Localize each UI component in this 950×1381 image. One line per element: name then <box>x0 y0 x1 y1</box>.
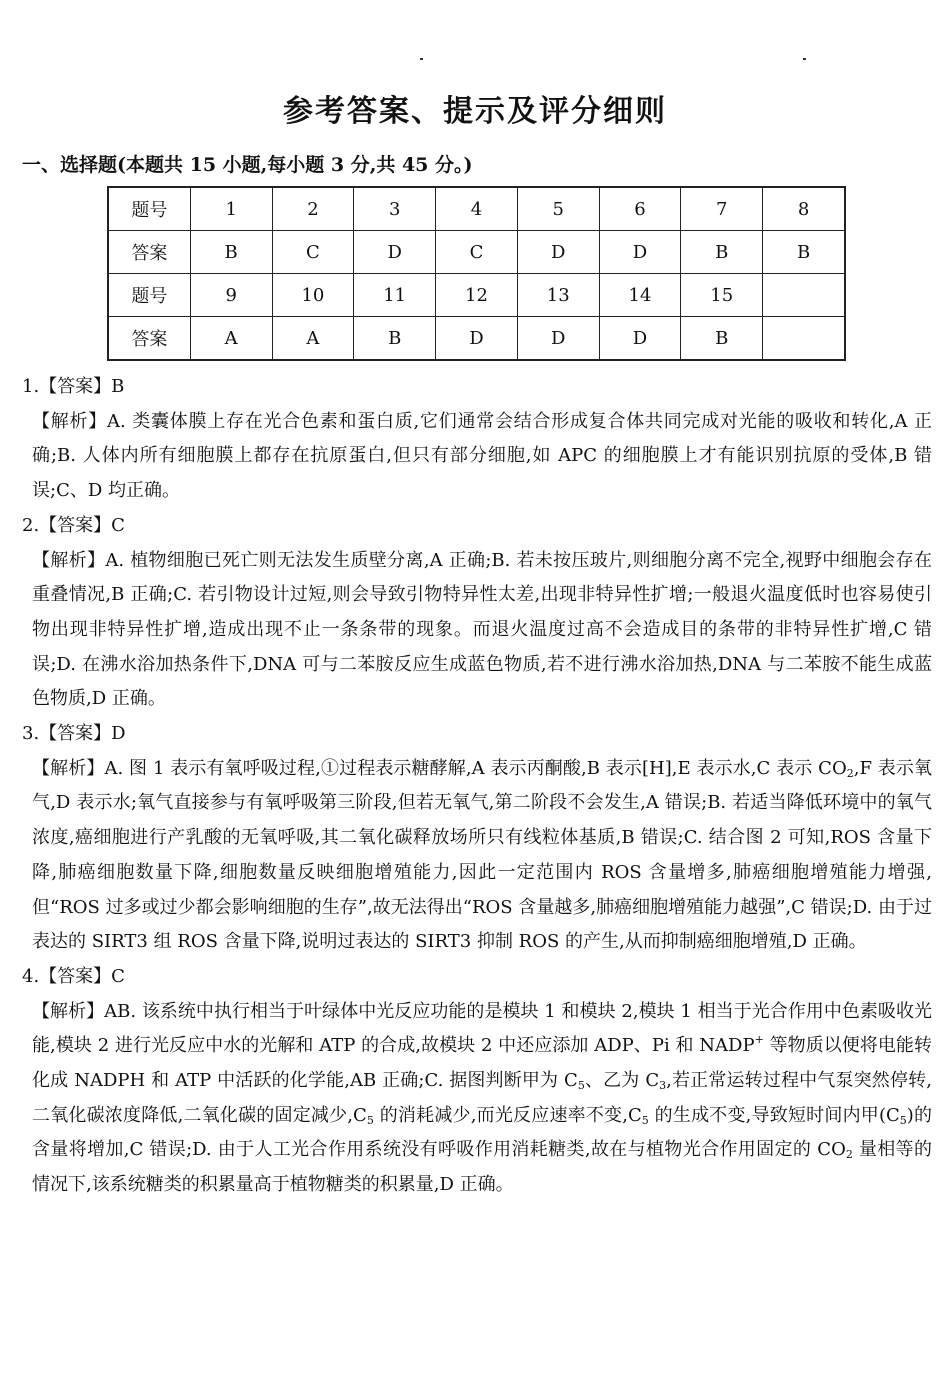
table-row <box>108 187 845 231</box>
answer-explanations <box>22 370 932 1203</box>
table-cell: D <box>599 231 681 274</box>
table-cell: B <box>190 231 272 274</box>
table-row <box>108 231 845 274</box>
explanation-text: 、乙为 C <box>584 1070 660 1092</box>
table-cell: B <box>354 317 436 361</box>
explanation-text: )的含量将增加,C 错误;D. 由于人工光合作用系统没有呼吸作用消耗糖类,故在与植物光合作用固定的 CO <box>32 1104 933 1161</box>
table-cell: B <box>681 231 763 274</box>
answer-line: 2.【答案】C <box>22 514 125 536</box>
table-cell <box>763 274 845 317</box>
table-cell: 9 <box>190 274 272 317</box>
table-cell: 2 <box>272 187 354 231</box>
table-cell: B <box>681 317 763 361</box>
table-cell: 答案 <box>108 317 190 361</box>
table-cell: C <box>436 231 518 274</box>
explanation-text: 等物质以便将电能转化成 NADPH 和 ATP 中活跃的化学能,AB 正确;C. 据图判断甲为 C <box>32 1035 932 1092</box>
subscript: 2 <box>845 1148 853 1162</box>
subscript: 5 <box>641 1113 649 1127</box>
table-cell: 7 <box>681 187 763 231</box>
answer-line: 1.【答案】B <box>22 376 125 397</box>
table-cell: D <box>517 317 599 361</box>
table-cell: 5 <box>517 187 599 231</box>
subscript: 5 <box>577 1079 585 1093</box>
table-cell: 1 <box>190 187 272 231</box>
explanation: 【解析】A. 类囊体膜上存在光合色素和蛋白质,它们通常会结合形成复合体共同完成对光能的吸收和转化,A 正确;B. 人体内所有细胞膜上都存在抗原蛋白,但只有部分细胞,如 APC 的细胞膜上才有能识别抗原的受体,B 错误;C、D 均正确。 <box>32 410 932 502</box>
table-cell: 题号 <box>108 187 190 231</box>
table-cell <box>763 317 845 361</box>
table-cell: D <box>599 317 681 361</box>
table-cell: 3 <box>354 187 436 231</box>
scan-speck <box>803 58 806 60</box>
table-cell: B <box>763 231 845 274</box>
table-cell: 题号 <box>108 274 190 317</box>
answer-line: 4.【答案】C <box>22 965 125 987</box>
table-cell: 14 <box>599 274 681 317</box>
question-3 <box>22 717 932 960</box>
answer-table <box>107 186 846 361</box>
explanation-text: 的生成不变,导致短时间内甲(C <box>648 1104 900 1126</box>
table-cell: A <box>190 317 272 361</box>
subscript: 3 <box>659 1079 667 1093</box>
table-cell: 4 <box>436 187 518 231</box>
explanation-text: 【解析】AB. 该系统中执行相当于叶绿体中光反应功能的是模块 1 和模块 2,模块 1 相当于光合作用中色素吸收光能,模块 2 进行光反应中水的光解和 ATP 的合成,故模块 2 中还应添加 ADP、Pi 和 NADP <box>32 1000 932 1057</box>
section-heading: 一、选择题(本题共 15 小题,每小题 3 分,共 45 分。) <box>22 154 473 176</box>
question-1 <box>22 370 932 509</box>
subscript: 5 <box>366 1113 374 1127</box>
explanation-text: 的消耗减少,而光反应速率不变,C <box>373 1104 642 1126</box>
table-cell: 10 <box>272 274 354 317</box>
question-2 <box>22 509 932 717</box>
table-cell: D <box>436 317 518 361</box>
explanation <box>22 752 932 960</box>
question-4 <box>22 960 932 1203</box>
subscript: 2 <box>846 766 854 780</box>
table-row <box>108 274 845 317</box>
table-cell: 13 <box>517 274 599 317</box>
scan-speck <box>420 58 423 60</box>
explanation: 【解析】A. 植物细胞已死亡则无法发生质壁分离,A 正确;B. 若未按压玻片,则细胞分离不完全,视野中细胞会存在重叠情况,B 正确;C. 若引物设计过短,则会导致引物特异性太差,出现非特异性扩增;一般退火温度低时也容易使引物出现非特异性扩增,造成出现不止一条条带的现象。而退火温度过高不会造成目的条带的非特异性扩增,C 错误;D. 在沸水浴加热条件下,DNA 可与二苯胺反应生成蓝色物质,若不进行沸水浴加热,DNA 与二苯胺不能生成蓝色物质,D 正确。 <box>32 549 932 710</box>
explanation-text: ,F 表示氧气,D 表示水;氧气直接参与有氧呼吸第三阶段,但若无氧气,第二阶段不会发生,A 错误;B. 若适当降低环境中的氧气浓度,癌细胞进行产乳酸的无氧呼吸,其二氧化碳释放场所只有线粒体基质,B 错误;C. 结合图 2 可知,ROS 含量下降,肺癌细胞数量下降,细胞数量反映细胞增殖能力,因此一定范围内 ROS 含量增多,肺癌细胞增殖能力增强,但“ROS 过多或过少都会影响细胞的生存”,故无法得出“ROS 含量越多,肺癌细胞增殖能力越强”,C 错误;D. 由于过表达的 SIRT3 组 ROS 含量下降,说明过表达的 SIRT3 抑制 ROS 的产生,从而抑制癌细胞增殖,D 正确。 <box>32 757 932 953</box>
explanation-text: 【解析】A. 图 1 表示有氧呼吸过程,①过程表示糖酵解,A 表示丙酮酸,B 表示[H],E 表示水,C 表示 CO <box>32 757 847 779</box>
explanation <box>22 995 932 1203</box>
table-cell: D <box>517 231 599 274</box>
explanation-text: 量相等的情况下,该系统糖类的积累量高于植物糖类的积累量,D 正确。 <box>32 1139 932 1196</box>
page-title: 参考答案、提示及评分细则 <box>283 94 667 129</box>
table-cell: 8 <box>763 187 845 231</box>
table-cell: A <box>272 317 354 361</box>
table-cell: 6 <box>599 187 681 231</box>
table-row <box>108 317 845 361</box>
table-cell: 11 <box>354 274 436 317</box>
table-cell: 答案 <box>108 231 190 274</box>
answer-line: 3.【答案】D <box>22 723 126 745</box>
superscript: + <box>754 1033 764 1047</box>
table-cell: D <box>354 231 436 274</box>
table-cell: 12 <box>436 274 518 317</box>
subscript: 5 <box>899 1113 907 1127</box>
table-cell: 15 <box>681 274 763 317</box>
table-cell: C <box>272 231 354 274</box>
explanation-text: ,若正常运转过程中气泵突然停转,二氧化碳浓度降低,二氧化碳的固定减少,C <box>32 1070 932 1126</box>
